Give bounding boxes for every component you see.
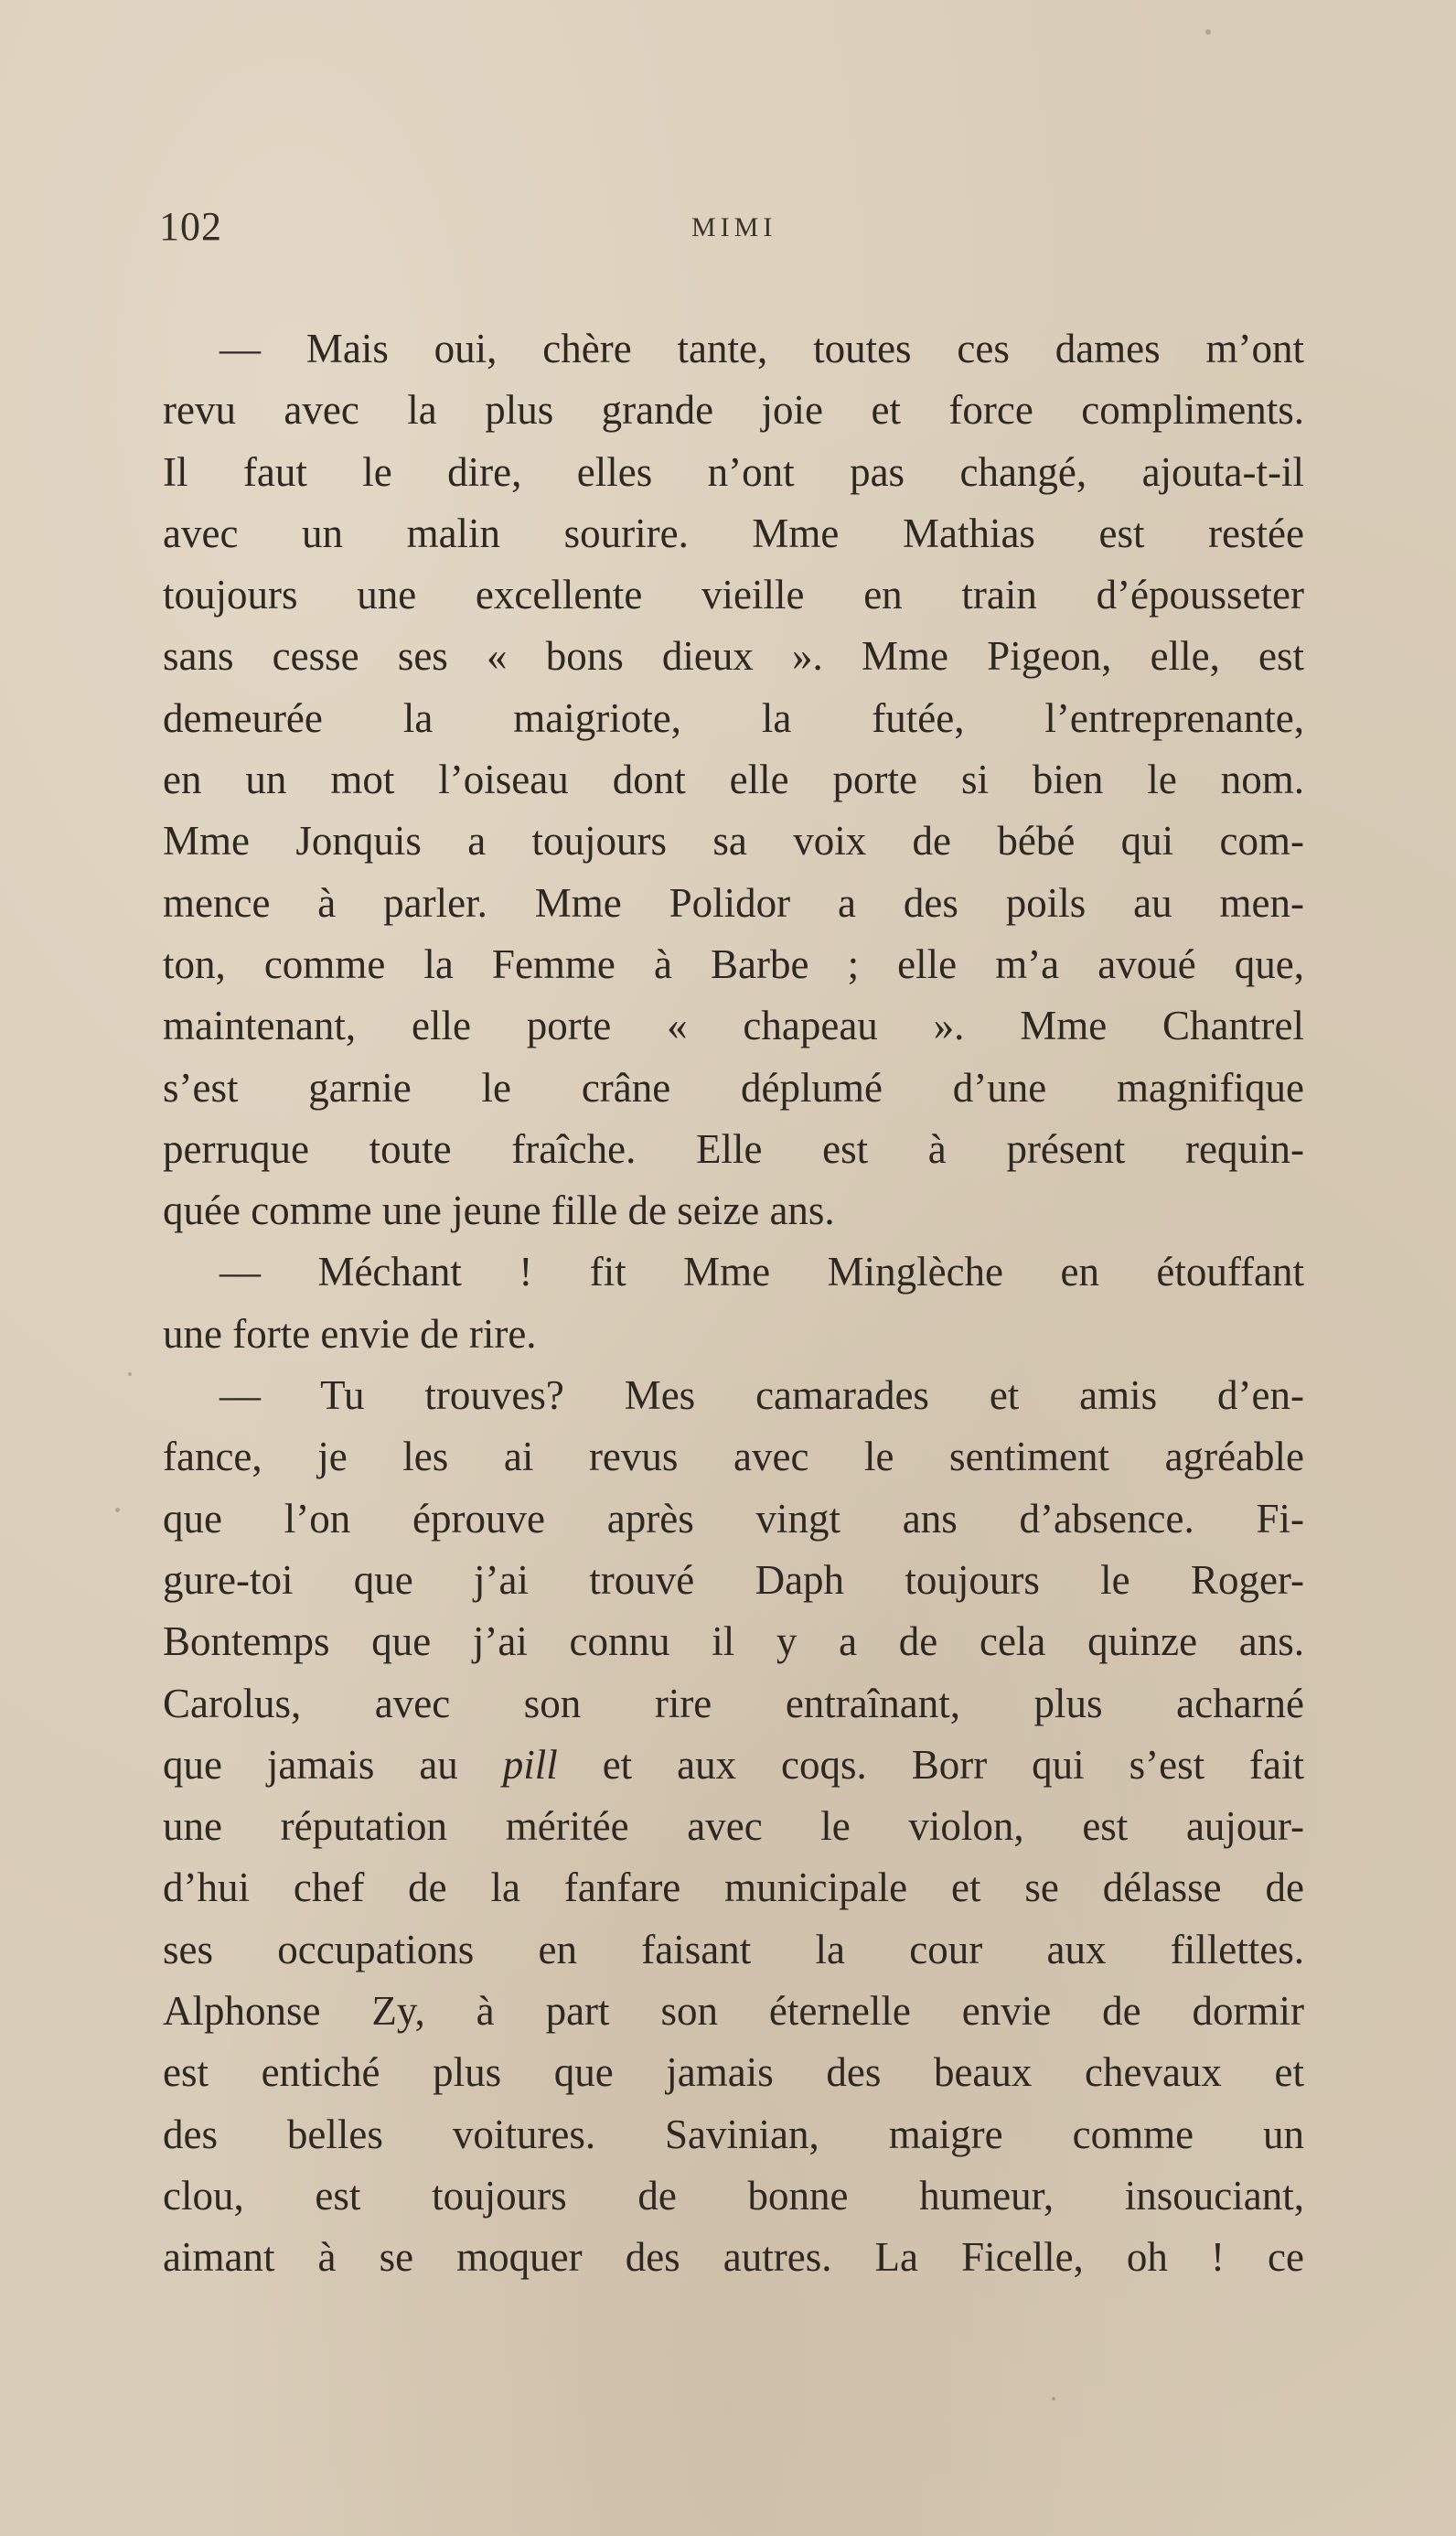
italic-word: pill	[502, 1741, 558, 1788]
paper-speck	[128, 1372, 132, 1376]
paper-speck	[1205, 29, 1211, 35]
text-line: d’hui chef de la fanfare municipale et se délasse de	[163, 1864, 1304, 1911]
text-line: demeurée la maigriote, la futée, l’entreprenante,	[163, 694, 1304, 741]
text-line: clou, est toujours de bonne humeur, insouciant,	[163, 2172, 1304, 2219]
text-line: une réputation méritée avec le violon, est aujour-	[163, 1803, 1304, 1850]
text-line: mence à parler. Mme Polidor a des poils au men-	[163, 879, 1304, 926]
body-text	[163, 318, 1304, 2289]
text-line: aimant à se moquer des autres. La Ficelle, oh ! ce	[163, 2234, 1304, 2281]
text-line: Alphonse Zy, à part son éternelle envie de dormir	[163, 1988, 1304, 2035]
text-line: Bontemps que j’ai connu il y a de cela quinze ans.	[163, 1618, 1304, 1665]
text-line: Carolus, avec son rire entraînant, plus acharné	[163, 1680, 1304, 1726]
running-title: MIMI	[691, 212, 777, 242]
text-line: avec un malin sourire. Mme Mathias est restée	[163, 510, 1304, 556]
text-line: revu avec la plus grande joie et force compliments.	[163, 387, 1304, 434]
text-line: une forte envie de rire.	[163, 1310, 537, 1357]
text-line: — Méchant ! fit Mme Minglèche en étouffant	[219, 1249, 1304, 1295]
text-line: des belles voitures. Savinian, maigre comme un	[163, 2111, 1304, 2157]
text-line: que l’on éprouve après vingt ans d’absence. Fi-	[163, 1495, 1304, 1542]
text-line: — Tu trouves? Mes camarades et amis d’en-	[219, 1372, 1304, 1419]
text-line: est entiché plus que jamais des beaux chevaux et	[163, 2049, 1304, 2096]
text-line: en un mot l’oiseau dont elle porte si bien le nom.	[163, 757, 1304, 803]
text-line: fance, je les ai revus avec le sentiment agréable	[163, 1434, 1304, 1480]
text-line: que jamais au pill et aux coqs. Borr qui s’est fait	[163, 1741, 1304, 1788]
text-line: toujours une excellente vieille en train d’épousseter	[163, 572, 1304, 618]
text-line: maintenant, elle porte « chapeau ». Mme Chantrel	[163, 1003, 1304, 1049]
text-line: ton, comme la Femme à Barbe ; elle m’a avoué que,	[163, 940, 1304, 987]
text-line: s’est garnie le crâne déplumé d’une magnifique	[163, 1064, 1304, 1111]
text-line: ses occupations en faisant la cour aux fillettes.	[163, 1926, 1304, 1972]
paper-speck	[115, 1508, 120, 1512]
text-line: — Mais oui, chère tante, toutes ces dames m’ont	[219, 326, 1304, 371]
page-number: 102	[159, 204, 222, 249]
text-line: Mme Jonquis a toujours sa voix de bébé qui com-	[163, 818, 1304, 865]
text-line: quée comme une jeune fille de seize ans.	[163, 1187, 835, 1234]
text-line: sans cesse ses « bons dieux ». Mme Pigeon, elle, est	[163, 633, 1304, 680]
page-header	[159, 203, 1302, 258]
text-line: perruque toute fraîche. Elle est à présent requin-	[163, 1125, 1304, 1172]
paper-speck	[1052, 2397, 1055, 2401]
text-line: Il faut le dire, elles n’ont pas changé, ajouta-t-il	[163, 448, 1304, 495]
text-line: gure-toi que j’ai trouvé Daph toujours le Roger-	[163, 1556, 1304, 1603]
